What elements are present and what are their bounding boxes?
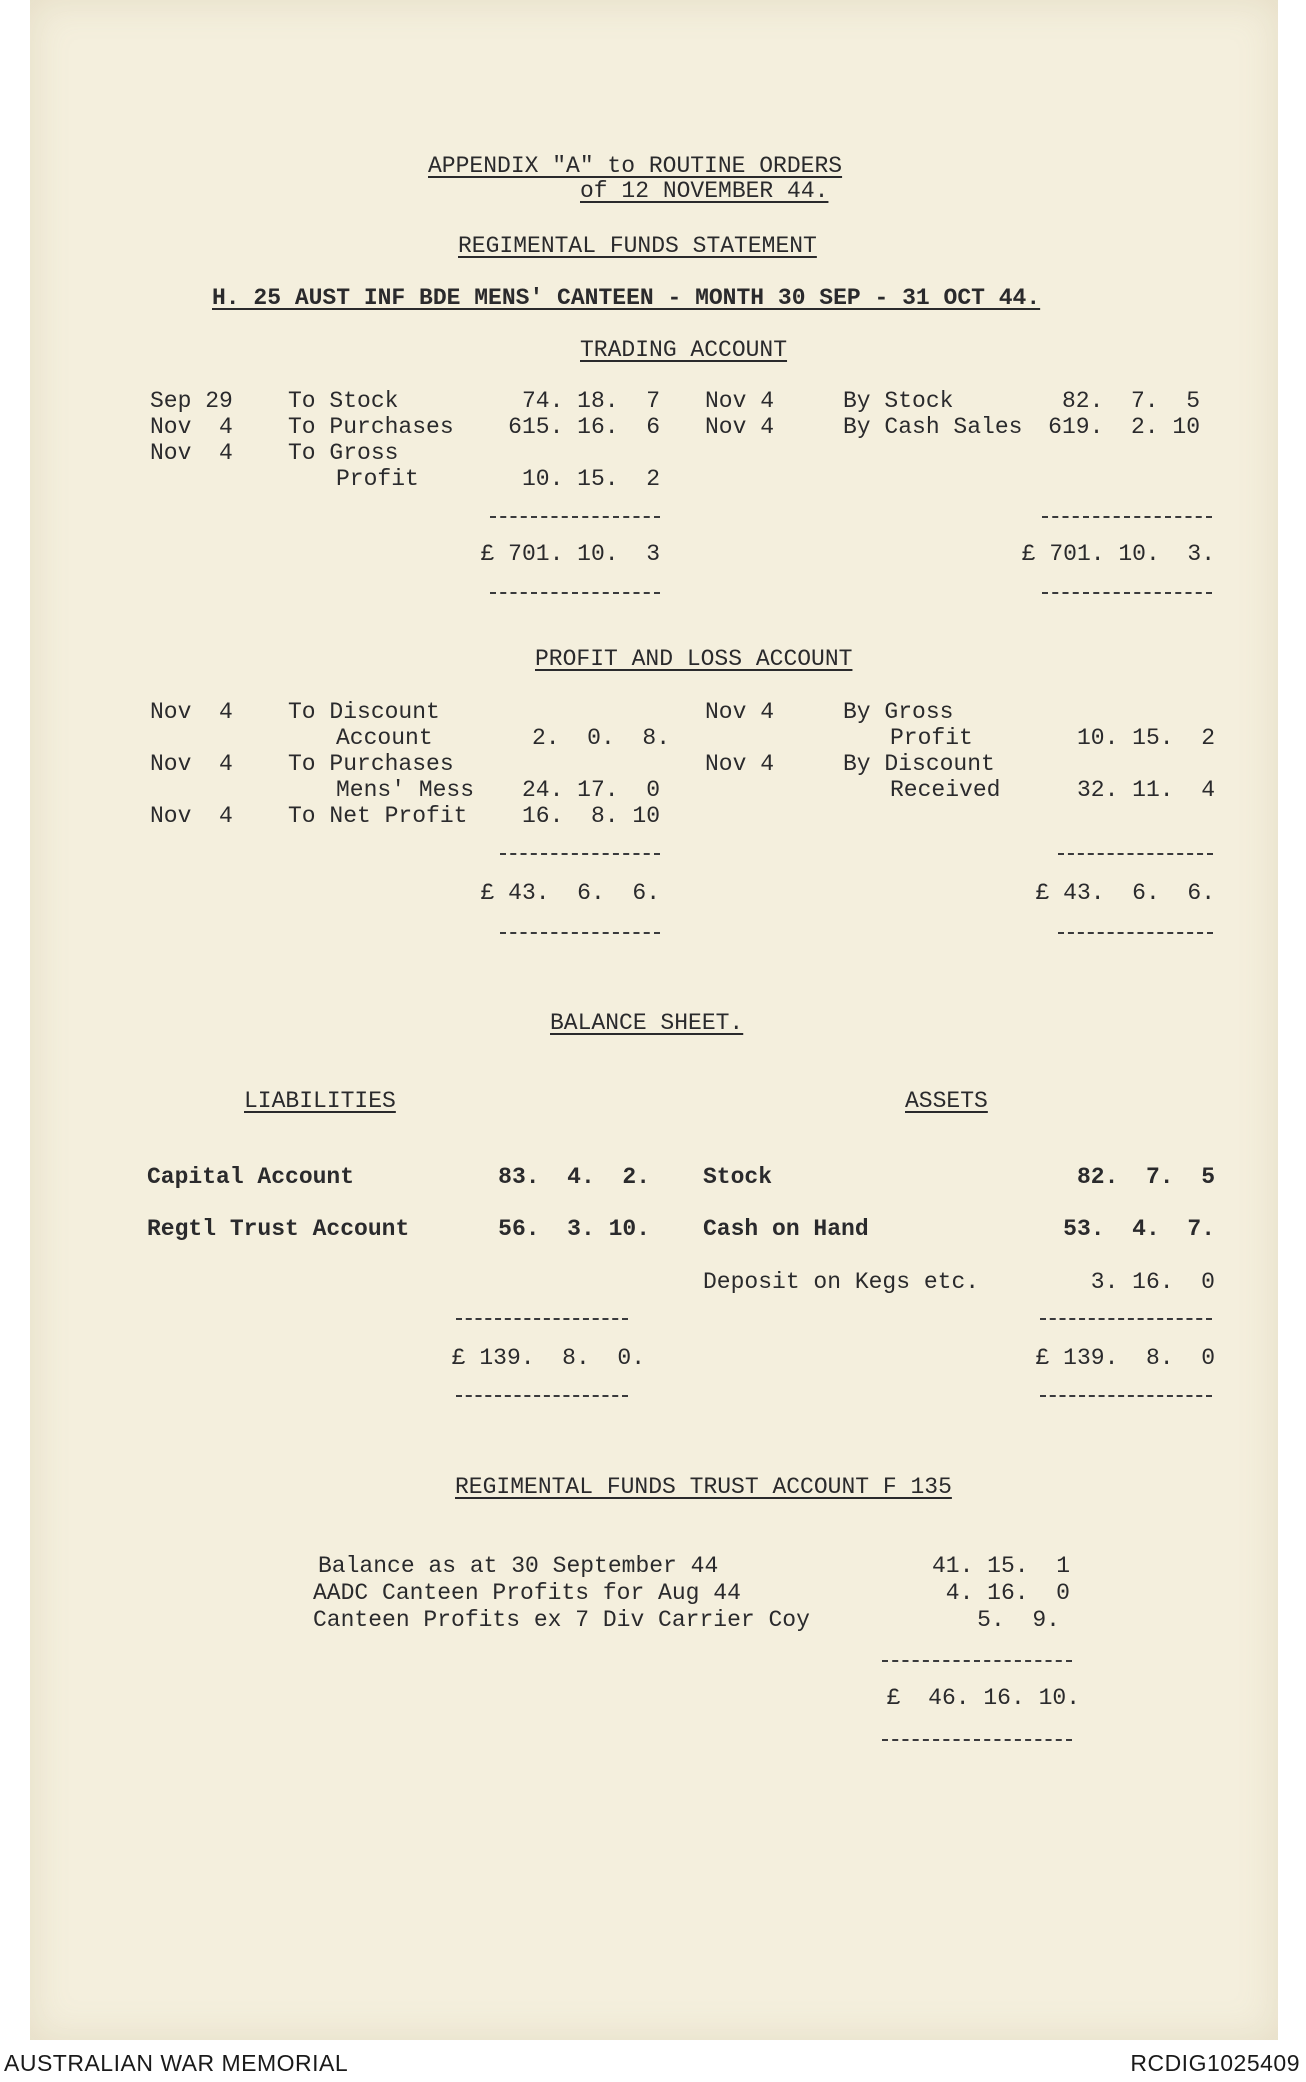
profit-loss-title: PROFIT AND LOSS ACCOUNT [535, 646, 853, 672]
unit-title: H. 25 AUST INF BDE MENS' CANTEEN - MONTH 30 SEP - 31 OCT 44. [212, 285, 1041, 311]
trading-debit-date: Nov 4 [150, 440, 233, 466]
document-page [30, 0, 1278, 2040]
trading-total-right: £ 701. 10. 3. [1021, 541, 1215, 567]
asset-amount: 53. 4. 7. [1063, 1216, 1215, 1242]
asset-desc: Deposit on Kegs etc. [703, 1269, 980, 1295]
pl-debit-desc-cont: Mens' Mess [336, 777, 475, 803]
total-rule [882, 1739, 1072, 1741]
footer-reference-id: RCDIG1025409 [1130, 2050, 1300, 2076]
pl-debit-amount: 2. 0. 8. [531, 725, 670, 751]
trading-account-title: TRADING ACCOUNT [580, 337, 788, 363]
trading-credit-amount: 619. 2. 10 [1048, 414, 1200, 440]
trading-debit-amount: 74. 18. 7 [521, 388, 660, 414]
trading-credit-desc: By Stock [843, 388, 954, 414]
appendix-date: of 12 NOVEMBER 44. [580, 178, 829, 204]
pl-credit-desc-cont: Received [890, 777, 1001, 803]
trading-debit-amount: 10. 15. 2 [521, 466, 660, 492]
trust-row-amount: 4. 16. 0 [945, 1580, 1070, 1606]
asset-desc: Cash on Hand [703, 1216, 869, 1242]
asset-desc: Stock [703, 1164, 773, 1190]
pl-credit-amount: 32. 11. 4 [1076, 777, 1215, 803]
trust-row-amount: 5. 9. [977, 1607, 1060, 1633]
total-rule [500, 932, 660, 934]
liability-amount: 56. 3. 10. [498, 1216, 650, 1242]
total-rule [500, 853, 660, 855]
total-rule [1040, 1318, 1212, 1320]
pl-debit-desc: To Discount [288, 699, 440, 725]
pl-credit-desc-cont: Profit [890, 725, 973, 751]
total-rule [882, 1660, 1072, 1662]
liability-desc: Regtl Trust Account [147, 1216, 410, 1242]
trading-credit-desc: By Cash Sales [843, 414, 1023, 440]
assets-heading: ASSETS [905, 1088, 988, 1114]
pl-credit-desc: By Discount [843, 751, 995, 777]
pl-debit-desc: To Net Profit [288, 803, 468, 829]
total-rule [1058, 932, 1213, 934]
liabilities-heading: LIABILITIES [244, 1088, 396, 1114]
trading-debit-desc: To Purchases [288, 414, 454, 440]
liability-amount: 83. 4. 2. [498, 1164, 650, 1190]
total-rule [1042, 592, 1212, 594]
total-rule [490, 516, 660, 518]
statement-title: REGIMENTAL FUNDS STATEMENT [458, 233, 817, 259]
pl-debit-amount: 24. 17. 0 [521, 777, 660, 803]
trading-debit-date: Nov 4 [150, 414, 233, 440]
pl-debit-date: Nov 4 [150, 751, 233, 777]
trading-debit-desc: To Gross [288, 440, 399, 466]
pl-debit-date: Nov 4 [150, 699, 233, 725]
pl-debit-desc: To Purchases [288, 751, 454, 777]
trading-credit-amount: 82. 7. 5 [1061, 388, 1200, 414]
total-rule [456, 1395, 628, 1397]
pl-credit-desc: By Gross [843, 699, 954, 725]
total-rule [456, 1318, 628, 1320]
trading-debit-desc: To Stock [288, 388, 399, 414]
trust-account-title: REGIMENTAL FUNDS TRUST ACCOUNT F 135 [455, 1474, 952, 1500]
footer-archive-name: AUSTRALIAN WAR MEMORIAL [4, 2050, 349, 2076]
pl-credit-amount: 10. 15. 2 [1076, 725, 1215, 751]
trust-row-desc: Canteen Profits ex 7 Div Carrier Coy [313, 1607, 810, 1633]
balance-total-right: £ 139. 8. 0 [1035, 1345, 1215, 1371]
trust-total: £ 46. 16. 10. [886, 1685, 1080, 1711]
pl-total-right: £ 43. 6. 6. [1035, 880, 1215, 906]
total-rule [490, 592, 660, 594]
asset-amount: 3. 16. 0 [1090, 1269, 1215, 1295]
total-rule [1042, 516, 1212, 518]
trading-debit-desc-cont: Profit [336, 466, 419, 492]
pl-debit-amount: 16. 8. 10 [521, 803, 660, 829]
balance-total-left: £ 139. 8. 0. [451, 1345, 645, 1371]
total-rule [1040, 1395, 1212, 1397]
asset-amount: 82. 7. 5 [1076, 1164, 1215, 1190]
pl-credit-date: Nov 4 [705, 751, 775, 777]
pl-debit-date: Nov 4 [150, 803, 233, 829]
liability-desc: Capital Account [147, 1164, 355, 1190]
trading-debit-date: Sep 29 [150, 388, 233, 414]
trust-row-desc: Balance as at 30 September 44 [318, 1553, 719, 1579]
trust-row-amount: 41. 15. 1 [931, 1553, 1070, 1579]
pl-total-left: £ 43. 6. 6. [480, 880, 660, 906]
pl-credit-date: Nov 4 [705, 699, 775, 725]
trading-credit-date: Nov 4 [705, 414, 775, 440]
trading-debit-amount: 615. 16. 6 [508, 414, 660, 440]
trading-credit-date: Nov 4 [705, 388, 775, 414]
pl-debit-desc-cont: Account [336, 725, 433, 751]
total-rule [1058, 853, 1213, 855]
balance-sheet-title: BALANCE SHEET. [550, 1010, 744, 1036]
appendix-heading: APPENDIX "A" to ROUTINE ORDERS [428, 153, 843, 179]
trust-row-desc: AADC Canteen Profits for Aug 44 [313, 1580, 741, 1606]
trading-total-left: £ 701. 10. 3 [480, 541, 660, 567]
